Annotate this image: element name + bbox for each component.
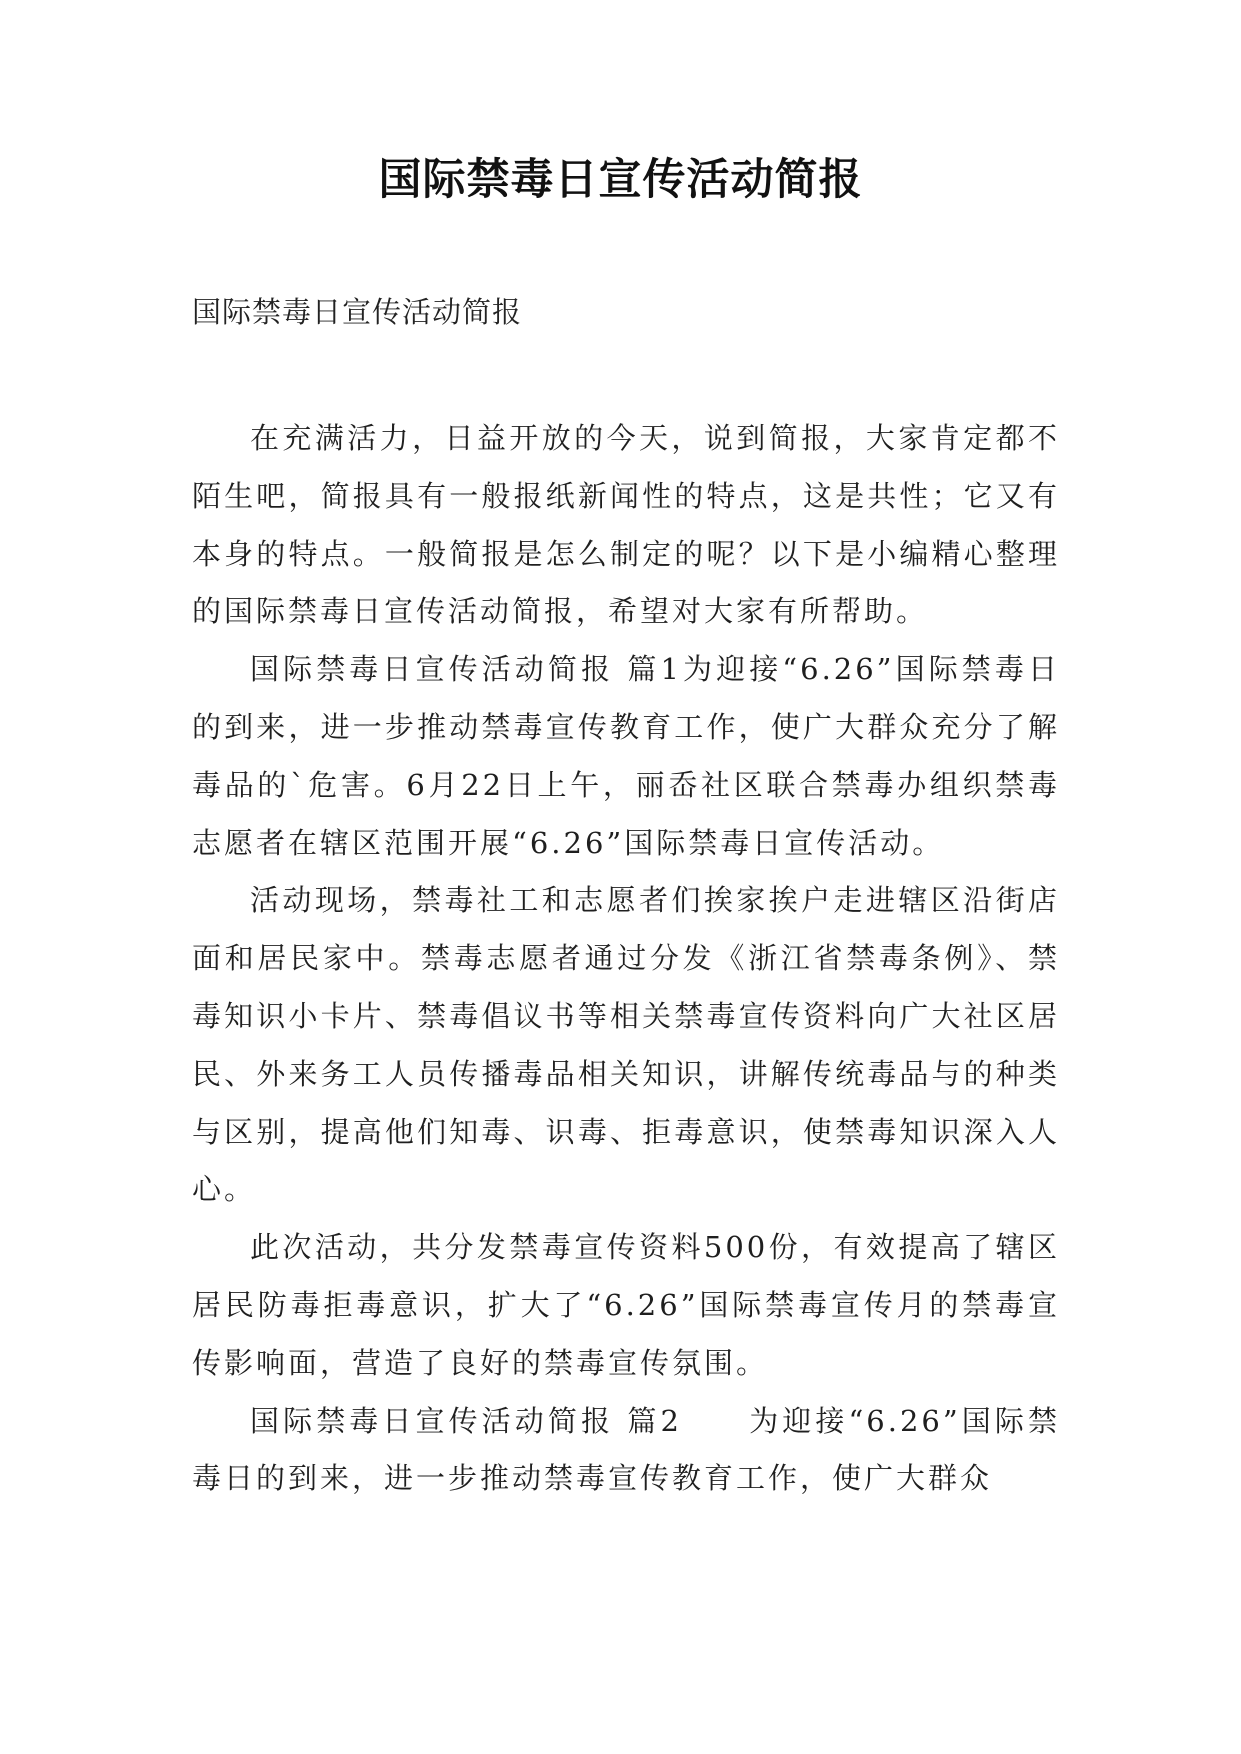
report-1-paragraph: 国际禁毒日宣传活动简报 篇1为迎接“6.26”国际禁毒日的到来，进一步推动禁毒宣传教育工作，使广大群众充分了解毒品的`危害。6月22日上午，丽岙社区联合禁毒办组织禁毒志愿者在辖区范围开展“6.26”国际禁毒日宣传活动。: [192, 652, 1060, 860]
activity-paragraph: 活动现场，禁毒社工和志愿者们挨家挨户走进辖区沿街店面和居民家中。禁毒志愿者通过分发《浙江省禁毒条例》、禁毒知识小卡片、禁毒倡议书等相关禁毒宣传资料向广大社区居民、外来务工人员传播毒品相关知识，讲解传统毒品与的种类与区别，提高他们知毒、识毒、拒毒意识，使禁毒知识深入人心。: [192, 883, 1060, 1207]
document-subtitle: 国际禁毒日宣传活动简报: [192, 295, 523, 329]
document-body: [192, 410, 1060, 1508]
document-title: 国际禁毒日宣传活动简报: [378, 155, 863, 205]
summary-paragraph: 此次活动，共分发禁毒宣传资料500份，有效提高了辖区居民防毒拒毒意识，扩大了“6.26”国际禁毒宣传月的禁毒宣传影响面，营造了良好的禁毒宣传氛围。: [192, 1230, 1060, 1380]
report-2-paragraph: 国际禁毒日宣传活动简报 篇2 为迎接“6.26”国际禁毒日的到来，进一步推动禁毒宣传教育工作，使广大群众: [192, 1403, 1060, 1496]
intro-paragraph: 在充满活力，日益开放的今天，说到简报，大家肯定都不陌生吧，简报具有一般报纸新闻性的特点，这是共性；它又有本身的特点。一般简报是怎么制定的呢？以下是小编精心整理的国际禁毒日宣传活动简报，希望对大家有所帮助。: [192, 421, 1060, 629]
